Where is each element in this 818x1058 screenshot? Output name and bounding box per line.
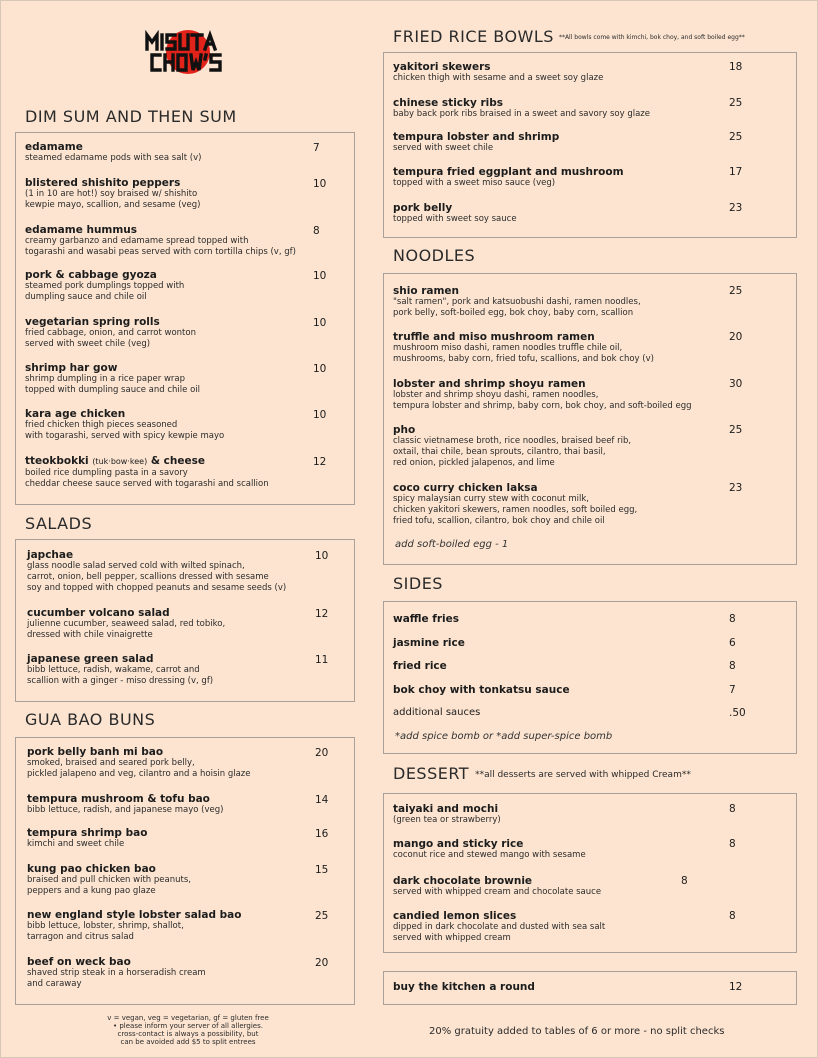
menu-item: edamame hummus creamy garbanzo and edamame spread topped with togarashi and wasabi peas served with corn tortilla chips (v, gf) xyxy=(25,224,296,257)
side-item: jasmine rice xyxy=(393,637,465,649)
menu-item: blistered shishito peppers (1 in 10 are hot!) soy braised w/ shishito kewpie mayo, scallion, and sesame (veg) xyxy=(25,177,201,210)
item-price: 8 xyxy=(313,225,320,237)
menu-item: japanese green salad bibb lettuce, radish, wakame, carrot and scallion with a ginger - miso dressing (v, gf) xyxy=(27,653,214,686)
item-price: 25 xyxy=(729,285,743,297)
side-item: waffle fries xyxy=(393,613,459,625)
item-price: 8 xyxy=(681,875,688,887)
item-price: 10 xyxy=(313,409,327,421)
menu-item: pork belly topped with sweet soy sauce xyxy=(393,202,517,224)
item-price: 8 xyxy=(729,613,736,625)
menu-item: pho classic vietnamese broth, rice noodles, braised beef rib, oxtail, thai chile, bean sprouts, cilantro, thai basil, red onion, pickled jalapenos, and lime xyxy=(393,424,632,468)
kitchen-round-item: buy the kitchen a round xyxy=(393,981,535,993)
menu-item: vegetarian spring rolls fried cabbage, onion, and carrot wonton served with sweet chile (veg) xyxy=(25,316,196,349)
menu-item: tteokbokki (tuk·bow·kee) & cheese boiled rice dumpling pasta in a savory cheddar cheese sauce served with togarashi and scallion xyxy=(25,455,269,489)
menu-item: yakitori skewers chicken thigh with sesame and a sweet soy glaze xyxy=(393,61,604,83)
item-price: 12 xyxy=(313,456,327,468)
item-price: .50 xyxy=(729,707,746,719)
sides-addon: *add spice bomb or *add super-spice bomb xyxy=(395,731,613,742)
item-price: 10 xyxy=(313,363,327,375)
sides-title: SIDES xyxy=(393,574,443,593)
menu-item: kara age chicken fried chicken thigh pieces seasoned with togarashi, served with spicy kewpie mayo xyxy=(25,408,225,441)
salads-title: SALADS xyxy=(25,514,93,533)
noodles-title: NOODLES xyxy=(393,246,476,265)
dessert-note: **all desserts are served with whipped Cream** xyxy=(475,769,691,780)
menu-item: cucumber volcano salad julienne cucumber, seaweed salad, red tobiko, dressed with chile vinaigrette xyxy=(27,607,226,640)
item-price: 25 xyxy=(729,131,743,143)
menu-item: tempura mushroom & tofu bao bibb lettuce, radish, and japanese mayo (veg) xyxy=(27,793,224,815)
item-price: 8 xyxy=(729,910,736,922)
item-price: 7 xyxy=(313,142,320,154)
item-price: 12 xyxy=(315,608,329,620)
restaurant-logo xyxy=(141,27,233,79)
item-price: 16 xyxy=(315,828,329,840)
menu-item: tempura shrimp bao kimchi and sweet chile xyxy=(27,827,148,849)
item-price: 23 xyxy=(729,202,743,214)
menu-item: tempura fried eggplant and mushroom topped with a sweet miso sauce (veg) xyxy=(393,166,624,188)
item-price: 20 xyxy=(315,957,329,969)
item-price: 10 xyxy=(313,270,327,282)
menu-item: beef on weck bao shaved strip steak in a horseradish cream and caraway xyxy=(27,956,206,989)
menu-item: tempura lobster and shrimp served with sweet chile xyxy=(393,131,560,153)
item-price: 18 xyxy=(729,61,743,73)
item-price: 30 xyxy=(729,378,743,390)
side-item: fried rice xyxy=(393,660,447,672)
side-item: additional sauces xyxy=(393,707,481,718)
side-item: bok choy with tonkatsu sauce xyxy=(393,684,570,696)
item-price: 7 xyxy=(729,684,736,696)
item-price: 25 xyxy=(729,424,743,436)
item-price: 8 xyxy=(729,660,736,672)
dietary-legend: v = vegan, veg = vegetarian, gf = gluten free • please inform your server of all allergies. cross-contact is always a possibility, but can be avoided add $5 to split entrees xyxy=(107,1014,269,1046)
item-price: 17 xyxy=(729,166,743,178)
item-price: 8 xyxy=(729,838,736,850)
item-price: 10 xyxy=(315,550,329,562)
dessert-title: DESSERT **all desserts are served with whipped Cream** xyxy=(393,764,691,783)
item-price: 15 xyxy=(315,864,329,876)
item-price: 25 xyxy=(315,910,329,922)
item-price: 25 xyxy=(729,97,743,109)
menu-item: pork belly banh mi bao smoked, braised and seared pork belly, pickled jalapeno and veg, cilantro and a hoisin glaze xyxy=(27,746,251,779)
item-price: 20 xyxy=(315,747,329,759)
menu-item: chinese sticky ribs baby back pork ribs braised in a sweet and savory soy glaze xyxy=(393,97,650,119)
menu-item: kung pao chicken bao braised and pull chicken with peanuts, peppers and a kung pao glaze xyxy=(27,863,191,896)
menu-item: edamame steamed edamame pods with sea salt (v) xyxy=(25,141,202,163)
menu-item: taiyaki and mochi (green tea or strawberry) xyxy=(393,803,501,825)
menu-item: shrimp har gow shrimp dumpling in a rice paper wrap topped with dumpling sauce and chile oil xyxy=(25,362,201,395)
menu-item: pork & cabbage gyoza steamed pork dumplings topped with dumpling sauce and chile oil xyxy=(25,269,185,302)
fried-rice-note: **All bowls come with kimchi, bok choy, and soft boiled egg** xyxy=(558,34,745,41)
item-price: 10 xyxy=(313,317,327,329)
item-price: 6 xyxy=(729,637,736,649)
item-price: 12 xyxy=(729,981,743,993)
dim-sum-title: DIM SUM AND THEN SUM xyxy=(25,107,237,126)
item-price: 10 xyxy=(313,178,327,190)
item-price: 14 xyxy=(315,794,329,806)
menu-item: dark chocolate brownie served with whipped cream and chocolate sauce xyxy=(393,875,602,897)
menu-item: new england style lobster salad bao bibb lettuce, lobster, shrimp, shallot, tarragon and citrus salad xyxy=(27,909,242,942)
gua-bao-title: GUA BAO BUNS xyxy=(25,710,156,729)
menu-item: coco curry chicken laksa spicy malaysian curry stew with coconut milk, chicken yakitori skewers, ramen noodles, soft boiled egg, fried tofu, scallion, cilantro, bok choy and chile oil xyxy=(393,482,638,526)
item-price: 23 xyxy=(729,482,743,494)
item-price: 8 xyxy=(729,803,736,815)
menu-item: mango and sticky rice coconut rice and stewed mango with sesame xyxy=(393,838,586,860)
gratuity-note: 20% gratuity added to tables of 6 or more - no split checks xyxy=(429,1026,725,1037)
menu-item: candied lemon slices dipped in dark chocolate and dusted with sea salt served with whipped cream xyxy=(393,910,606,943)
item-price: 20 xyxy=(729,331,743,343)
menu-item: truffle and miso mushroom ramen mushroom miso dashi, ramen noodles truffle chile oil, mushrooms, baby corn, fried tofu, scallions, and bok choy (v) xyxy=(393,331,654,364)
menu-item: lobster and shrimp shoyu ramen lobster and shrimp shoyu dashi, ramen noodles, tempura lobster and shrimp, baby corn, bok choy, and soft-boiled egg xyxy=(393,378,692,411)
item-price: 11 xyxy=(315,654,329,666)
menu-item: japchae glass noodle salad served cold with wilted spinach, carrot, onion, bell pepper, scallions dressed with sesame soy and topped with chopped peanuts and sesame seeds (v) xyxy=(27,549,287,593)
noodles-addon: add soft-boiled egg - 1 xyxy=(395,539,509,550)
fried-rice-title: FRIED RICE BOWLS **All bowls come with kimchi, bok choy, and soft boiled egg** xyxy=(393,27,745,46)
menu-item: shio ramen "salt ramen", pork and katsuobushi dashi, ramen noodles, pork belly, soft-boiled egg, bok choy, baby corn, scallion xyxy=(393,285,641,318)
